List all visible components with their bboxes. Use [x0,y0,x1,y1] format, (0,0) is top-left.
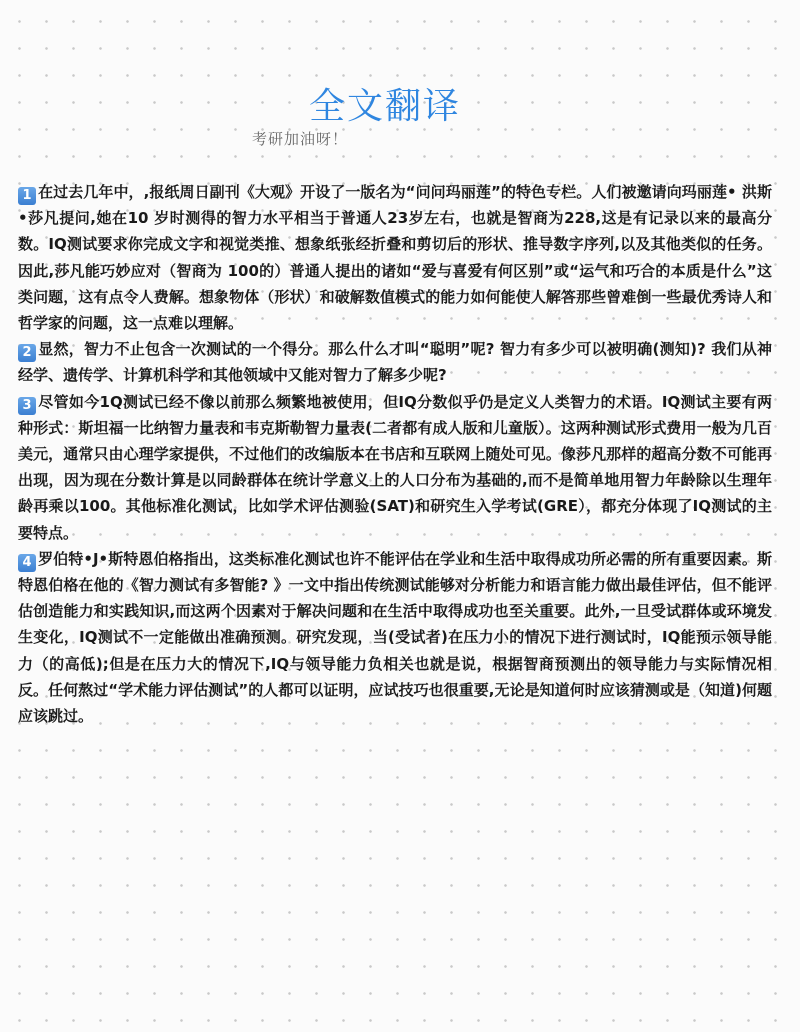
paragraph-3 [18,389,772,546]
translation-body [18,179,772,729]
number-1-badge-icon: 1 [18,187,36,205]
paragraph-3-text: 尽管如今1Q测试已经不像以前那么频繁地被使用，但IQ分数似乎仍是定义人类智力的术语。IQ测试主要有两种形式：斯坦福一比纳智力量表和韦克斯勒智力量表(二者都有成人版和儿童版）。这两种测试形式费用一般为几百美元，通常只由心理学家提供，不过他们的改编版本在书店和互联网上随处可见。像莎凡那样的超高分数不可能再出现，因为现在分数计算是以同龄群体在统计学意义上的人口分布为基础的,而不是简单地用智力年龄除以生理年龄再乘以100。其他标准化测试，比如学术评估测验(SAT)和研究生入学考试(GRE），都充分体现了IQ测试的主要特点。 [18,392,772,542]
paragraph-1-text: 在过去几年中，,报纸周日副刊《大观》开设了一版名为“问问玛丽莲”的特色专栏。人们被邀请向玛丽莲• 洪斯 •莎凡提问,她在10 岁时测得的智力水平相当于普通人23岁左右，也就是智商为228,这是有记录以来的最高分数。IQ测试要求你完成文字和视觉类推、想象纸张经折叠和剪切后的形状、推导数字序列,以及其他类似的任务。因此,莎凡能巧妙应对（智商为 100的）普通人提出的诸如“爱与喜爱有何区别”或“运气和巧合的本质是什么”这类问题，这有点令人费解。想象物体（形状）和破解数值模式的能力如何能使人解答那些曾难倒一些最优秀诗人和哲学家的问题，这一点难以理解。 [18,183,772,333]
paragraph-1 [18,179,772,336]
paragraph-2 [18,336,772,388]
number-2-badge-icon: 2 [18,344,36,362]
number-3-badge-icon: 3 [18,397,36,415]
paragraph-2-text: 显然，智力不止包含一次测试的一个得分。那么什么才叫“聪明”呢? 智力有多少可以被明确(测知)? 我们从神经学、遗传学、计算机科学和其他领域中又能对智力了解多少呢? [18,340,772,385]
paragraph-4-text: 罗伯特•J•斯特恩伯格指出，这类标准化测试也许不能评估在学业和生活中取得成功所必需的所有重要因素。斯特恩伯格在他的《智力测试有多智能? 》一文中指出传统测试能够对分析能力和语言能力做出最佳评估，但不能评估创造能力和实践知识,而这两个因素对于解决问题和在生活中取得成功也至关重要。此外,一旦受试群体或环境发生变化，IQ测试不一定能做出准确预测。研究发现，当(受试者)在压力小的情况下进行测试时，IQ能预示领导能力（的高低);但是在压力大的情况下,IQ与领导能力负相关也就是说，根据智商预测出的领导能力与实际情况相反。任何熬过“学术能力评估测试”的人都可以证明，应试技巧也很重要,无论是知道何时应该猜测或是（知道)何题应该跳过。 [18,549,772,726]
number-4-badge-icon: 4 [18,554,36,572]
paragraph-4 [18,546,772,729]
page-subtitle: 考研加油呀！ [252,130,349,148]
page-title: 全文翻译 [308,86,461,127]
